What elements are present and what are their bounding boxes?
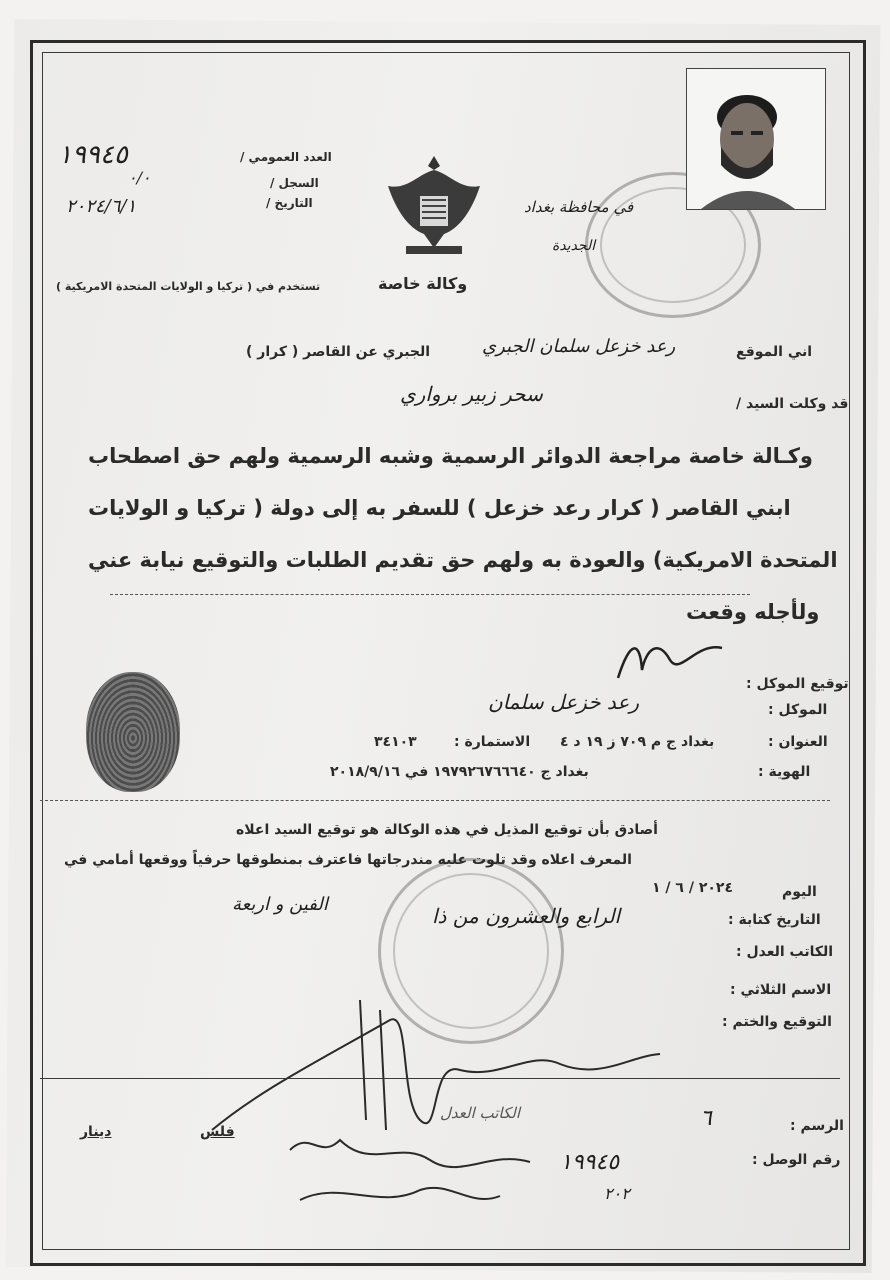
register-value: ٠/٠ bbox=[128, 168, 151, 187]
principal-label: اني الموقع bbox=[736, 344, 813, 360]
fils-label: فلس bbox=[200, 1124, 235, 1140]
form-label: الاستمارة : bbox=[454, 734, 531, 750]
document-type-title: وكالة خاصة bbox=[378, 274, 468, 293]
notary-separator bbox=[40, 800, 830, 801]
agent-handwriting: سحر زبير برواري bbox=[400, 382, 543, 406]
register-label: السجل / bbox=[270, 176, 319, 190]
body-paragraph-line-4: ولأجله وقعت bbox=[686, 600, 820, 624]
notary-statement-line-2: المعرف اعلاه وقد تلوت عليه مندرجاتها فاعترف بمنطوقها حرفياً ووقعها أمامي في bbox=[64, 852, 632, 868]
written-date-label: التاريخ كتابة : bbox=[728, 912, 821, 928]
day-value: ٢٠٢٤ / ٦ / ١ bbox=[652, 880, 734, 896]
stamp-text-bottom: الجديدة bbox=[552, 238, 596, 254]
id-value: بغداد ج ١٩٧٩٢٦٧٦٦٦٤٠ في ٢٠١٨/٩/١٦ bbox=[330, 764, 589, 780]
fee-label: الرسم : bbox=[790, 1118, 844, 1134]
address-label: العنوان : bbox=[768, 734, 828, 750]
usage-note: تستخدم في ( تركيا و الولايات المتحدة الامريكية ) bbox=[56, 280, 321, 293]
date-label: التاريخ / bbox=[266, 196, 313, 210]
receipt-number-handwriting-2: ٢٠٢ bbox=[604, 1184, 630, 1203]
day-label: اليوم bbox=[782, 884, 817, 900]
receipt-number-handwriting: ١٩٩٤٥ bbox=[560, 1150, 620, 1175]
written-date-handwriting: الرابع والعشرون من ذا bbox=[432, 904, 621, 928]
notary-stamp-text: الكاتب العدل bbox=[440, 1104, 521, 1122]
public-number-label: العدد العمومي / bbox=[240, 150, 332, 164]
fingerprint bbox=[86, 672, 180, 792]
notary-name-label: الكاتب العدل : bbox=[736, 944, 834, 960]
personal-photo bbox=[686, 68, 826, 210]
dinar-label: دينار bbox=[80, 1124, 112, 1140]
signature-seal-label: التوقيع والختم : bbox=[722, 1014, 832, 1030]
body-paragraph-line-1: وكـالة خاصة مراجعة الدوائر الرسمية وشبه الرسمية ولهم حق اصطحاب bbox=[88, 444, 813, 468]
principal-signature bbox=[610, 630, 730, 690]
fee-handwriting: ٦ bbox=[700, 1106, 712, 1131]
principal-handwriting: رعد خزعل سلمان الجبري bbox=[482, 336, 676, 357]
full-name-label: الاسم الثلاثي : bbox=[730, 982, 832, 998]
agent-label: قد وكلت السيد / bbox=[736, 396, 849, 412]
fee-separator bbox=[40, 1078, 840, 1079]
receipt-number-label: رقم الوصل : bbox=[752, 1152, 841, 1168]
notary-statement-line-1: أصادق بأن توقيع المذيل في هذه الوكالة هو توقيع السيد اعلاه bbox=[236, 822, 658, 838]
principal-name-handwriting: رعد خزعل سلمان bbox=[488, 690, 640, 714]
form-value: ٣٤١٠٣ bbox=[374, 734, 417, 750]
written-date-handwriting-2: الفين و اربعة bbox=[232, 894, 328, 915]
date-value: ٢٠٢٤/٦/١ bbox=[66, 196, 137, 217]
principal-rest: الجبري عن القاصر ( كرار ) bbox=[246, 344, 431, 360]
receipt-signature bbox=[280, 1120, 560, 1220]
body-paragraph-line-3: المتحدة الامريكية) والعودة به ولهم حق تقديم الطلبات والتوقيع نيابة عني bbox=[88, 548, 838, 572]
id-label: الهوية : bbox=[758, 764, 811, 780]
body-paragraph-line-2: ابني القاصر ( كرار رعد خزعل ) للسفر به إلى دولة ( تركيا و الولايات bbox=[88, 496, 791, 520]
principal-details-label: الموكل : bbox=[768, 702, 828, 718]
stamp-text-top: في محافظة بغداد bbox=[524, 198, 634, 216]
iraq-eagle-emblem bbox=[378, 150, 490, 260]
dashed-separator bbox=[110, 594, 750, 595]
public-number-value: ١٩٩٤٥ bbox=[58, 140, 128, 170]
principal-signature-label: توقيع الموكل : bbox=[746, 676, 849, 692]
address-value: بغداد ج م ٧٠٩ ز ١٩ د ٤ bbox=[560, 734, 715, 750]
